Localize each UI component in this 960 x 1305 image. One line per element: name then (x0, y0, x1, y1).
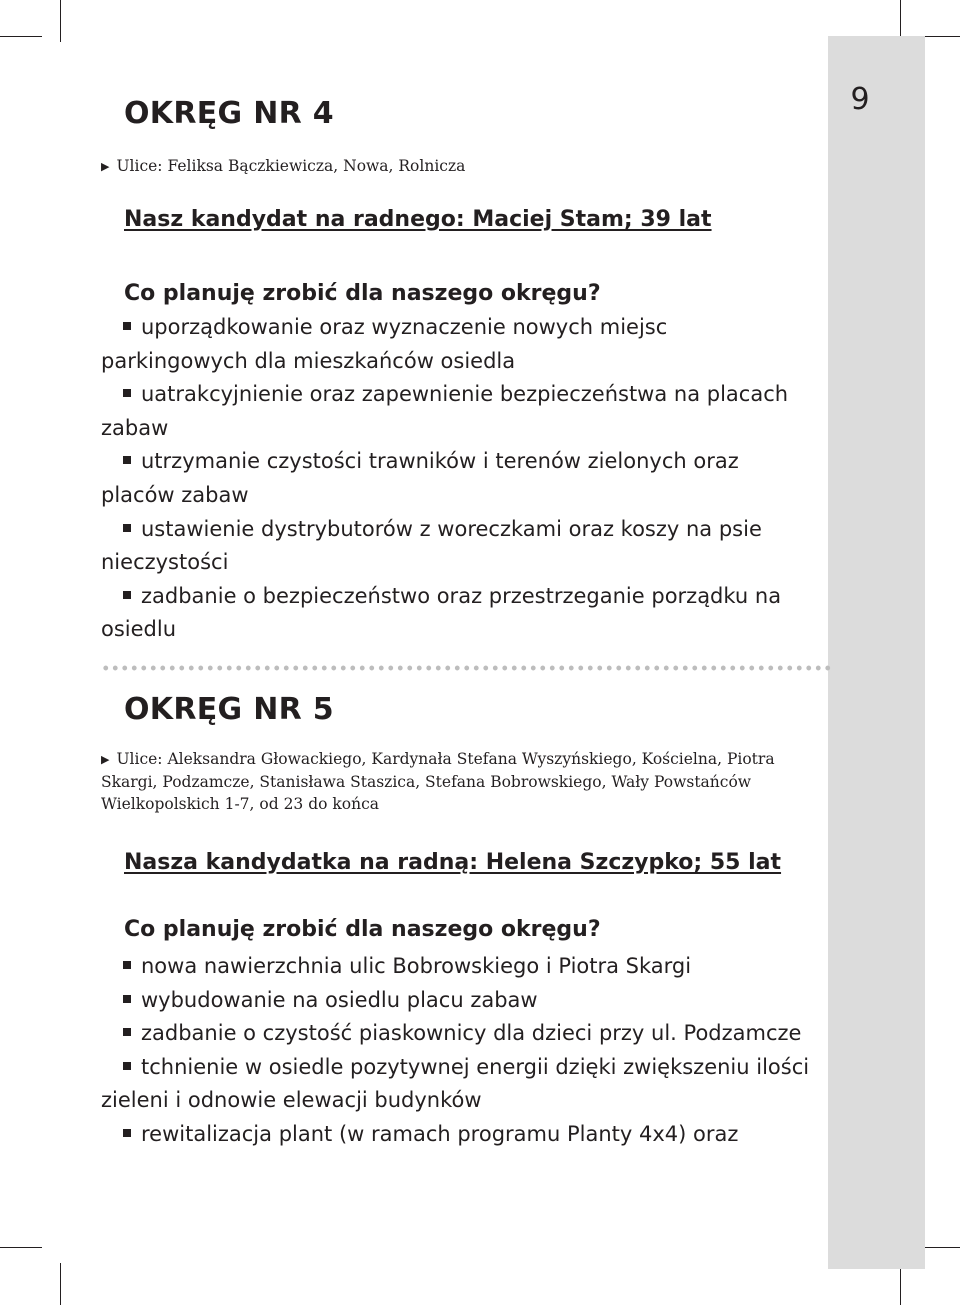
district-4-plan-list (101, 311, 813, 647)
triangle-bullet-icon: ▶ (101, 753, 110, 766)
square-bullet-icon (123, 389, 131, 397)
district-4-title: OKRĘG NR 4 (124, 96, 334, 131)
square-bullet-icon (123, 995, 131, 1003)
list-item: rewitalizacja plant (w ramach programu Planty 4x4) oraz (101, 1118, 813, 1152)
crop-mark (60, 1263, 61, 1305)
crop-mark (0, 1247, 42, 1248)
triangle-bullet-icon: ▶ (101, 160, 110, 173)
crop-mark (0, 36, 42, 37)
page-side-tab (828, 36, 925, 1269)
dotted-separator (101, 664, 831, 672)
page-number: 9 (850, 82, 870, 117)
crop-mark (60, 0, 61, 42)
district-5-plan-heading: Co planuję zrobić dla naszego okręgu? (124, 917, 601, 942)
district-5-plan-list (101, 950, 813, 1152)
list-item: utrzymanie czystości trawników i terenów zielonych oraz placów zabaw (101, 449, 739, 507)
district-4-streets (101, 155, 817, 178)
list-item: tchnienie w osiedle pozytywnej energii dzięki zwiększeniu ilości zieleni i odnowie elewacji budynków (101, 1054, 810, 1113)
list-item: ustawienie dystrybutorów z woreczkami oraz koszy na psie nieczystości (101, 516, 762, 575)
list-item: nowa nawierzchnia ulic Bobrowskiego i Piotra Skargi (101, 950, 813, 984)
list-item: wybudowanie na osiedlu placu zabaw (101, 984, 813, 1018)
square-bullet-icon (123, 591, 131, 599)
district-4-candidate: Nasz kandydat na radnego: Maciej Stam; 39 lat (124, 207, 712, 232)
square-bullet-icon (123, 1028, 131, 1036)
list-item: uporządkowanie oraz wyznaczenie nowych miejsc parkingowych dla mieszkańców osiedla (101, 315, 668, 373)
crop-mark (920, 1247, 960, 1248)
list-item: uatrakcyjnienie oraz zapewnienie bezpieczeństwa na placach zabaw (101, 382, 789, 440)
square-bullet-icon (123, 1062, 131, 1070)
district-4-plan-heading: Co planuję zrobić dla naszego okręgu? (124, 281, 601, 306)
crop-mark (920, 36, 960, 37)
district-5-candidate: Nasza kandydatka na radną: Helena Szczypko; 55 lat (124, 850, 782, 875)
square-bullet-icon (123, 961, 131, 969)
district-5-streets (101, 748, 817, 815)
list-item: zadbanie o bezpieczeństwo oraz przestrzeganie porządku na osiedlu (101, 583, 782, 642)
square-bullet-icon (123, 524, 131, 532)
square-bullet-icon (123, 1129, 131, 1137)
district-5-streets-text: Ulice: Aleksandra Głowackiego, Kardynała Stefana Wyszyńskiego, Kościelna, Piotra Skargi, Podzamcze, Stanisława Staszica, Stefana Bobrowskiego, Wały Powstańców Wielkopolskich 1-7, od 23 do końca (101, 750, 775, 813)
square-bullet-icon (123, 456, 131, 464)
district-5-title: OKRĘG NR 5 (124, 692, 334, 727)
square-bullet-icon (123, 322, 131, 330)
district-4-streets-text: Ulice: Feliksa Bączkiewicza, Nowa, Rolnicza (116, 157, 466, 175)
crop-mark (900, 1263, 901, 1305)
list-item: zadbanie o czystość piaskownicy dla dzieci przy ul. Podzamcze (101, 1017, 813, 1051)
